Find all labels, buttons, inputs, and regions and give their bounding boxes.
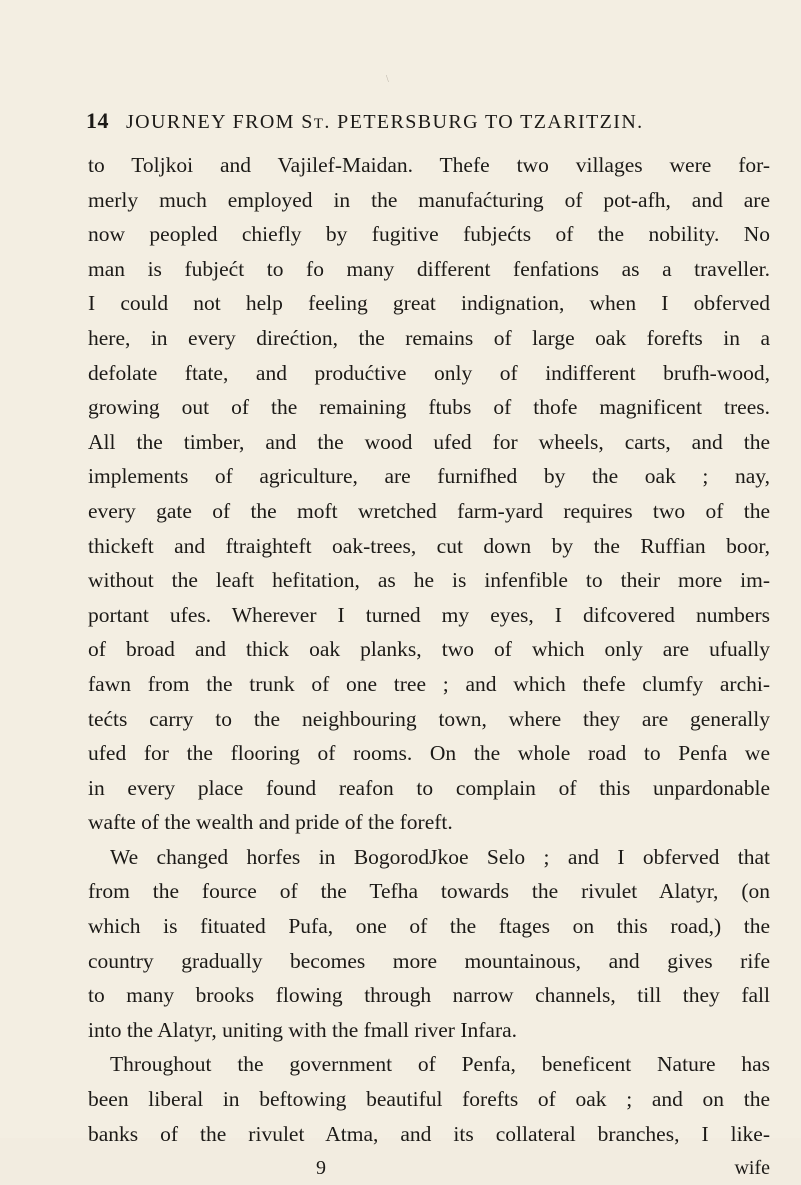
text-line: into the Alatyr, uniting with the fmall river Infara. (88, 1017, 518, 1042)
running-title-small-caps: T (313, 116, 325, 132)
text-line: thickeft and ftraighteft oak-trees, cut down by the Ruffian boor, (88, 533, 770, 558)
text-line: I could not help feeling great indignation, when I obferved (88, 291, 770, 316)
text-line: from the fource of the Tefha towards the rivulet Alatyr, (on (88, 879, 770, 904)
text-line: to many brooks flowing through narrow channels, till they fall (88, 983, 770, 1008)
text-line: defolate ftate, and produćtive only of indifferent brufh-wood, (88, 360, 770, 385)
text-line: merly much employed in the manufaćturing of pot-afh, and are (88, 187, 770, 212)
text-line: banks of the rivulet Atma, and its collateral branches, I like- (88, 1121, 770, 1146)
text-line: which is fituated Pufa, one of the ftages on this road,) the (88, 914, 770, 939)
catchword: wife (734, 1157, 770, 1180)
text-line: All the timber, and the wood ufed for wheels, carts, and the (88, 429, 770, 454)
running-title-prefix: JOURNEY FROM S (126, 111, 314, 133)
text-line: of broad and thick oak planks, two of which only are ufually (88, 637, 770, 662)
page-number: 14 (86, 108, 109, 133)
text-line: in every place found reafon to complain of this unpardonable (88, 775, 770, 800)
text-line: implements of agriculture, are furnifhed by the oak ; nay, (88, 464, 770, 489)
text-line: to Toljkoi and Vajilef-Maidan. Thefe two villages were for- (88, 153, 770, 177)
text-line: man is fubjećt to fo many different fenfations as a traveller. (88, 256, 770, 281)
text-line: tećts carry to the neighbouring town, where they are generally (88, 706, 770, 731)
running-title (126, 111, 644, 134)
text-line: been liberal in beftowing beautiful forefts of oak ; and on the (88, 1087, 770, 1112)
stray-mark: \ (386, 74, 389, 85)
text-line: portant ufes. Wherever I turned my eyes, I difcovered numbers (88, 602, 770, 627)
text-line: every gate of the moft wretched farm-yard requires two of the (88, 498, 770, 523)
running-title-suffix: . PETERSBURG TO TZARITZIN. (324, 111, 644, 133)
text-line: We changed horfes in BogorodJkoe Selo ; and I obferved that (110, 844, 770, 869)
text-line: fawn from the trunk of one tree ; and which thefe clumfy archi- (88, 671, 770, 696)
text-line: wafte of the wealth and pride of the foreft. (88, 810, 453, 835)
text-line: now peopled chiefly by fugitive fubjećts of the nobility. No (88, 222, 770, 247)
text-line: without the leaft hefitation, as he is infenfible to their more im- (88, 568, 770, 593)
text-line: ufed for the flooring of rooms. On the whole road to Penfa we (88, 741, 770, 766)
text-line: here, in every direćtion, the remains of large oak forefts in a (88, 325, 770, 350)
text-line: Throughout the government of Penfa, beneficent Nature has (110, 1052, 770, 1077)
text-line: growing out of the remaining ftubs of thofe magnificent trees. (88, 395, 770, 420)
page-footer (88, 1151, 770, 1185)
page-header (86, 108, 766, 140)
signature-mark: 9 (316, 1157, 326, 1180)
text-line: country gradually becomes more mountainous, and gives rife (88, 948, 770, 973)
body-text (88, 148, 770, 1185)
